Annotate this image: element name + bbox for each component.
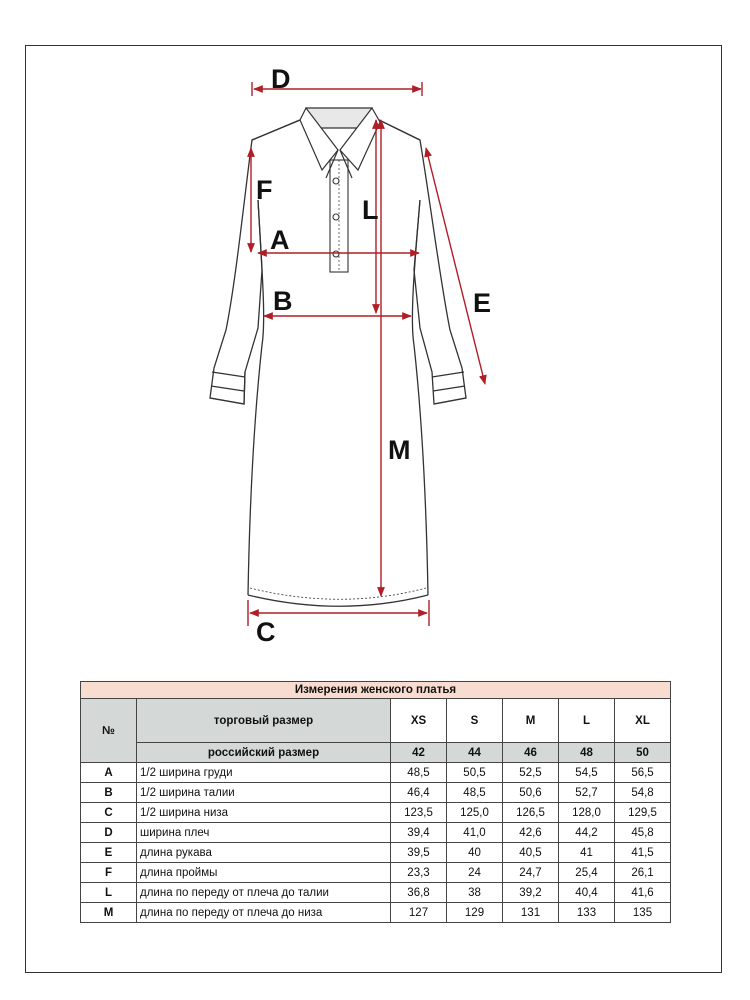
row-value: 39,2: [503, 883, 559, 903]
row-code: F: [81, 863, 137, 883]
trade-size: XL: [615, 699, 671, 743]
row-value: 38: [447, 883, 503, 903]
row-value: 125,0: [447, 803, 503, 823]
hem: [248, 595, 428, 606]
row-value: 45,8: [615, 823, 671, 843]
row-value: 36,8: [391, 883, 447, 903]
row-name: 1/2 ширина низа: [137, 803, 391, 823]
measurement-arrows: [248, 82, 485, 626]
row-value: 42,6: [503, 823, 559, 843]
row-value: 52,5: [503, 763, 559, 783]
dress-outline: [210, 118, 466, 606]
right-sleeve: [375, 118, 466, 404]
table-row: [81, 903, 671, 923]
right-cuff: [432, 372, 466, 404]
row-value: 41,5: [615, 843, 671, 863]
row-name: длина рукава: [137, 843, 391, 863]
label-D: D: [271, 64, 291, 94]
button-icon: [333, 178, 339, 184]
left-side: [248, 200, 264, 595]
row-value: 39,4: [391, 823, 447, 843]
row-code: L: [81, 883, 137, 903]
row-value: 48,5: [391, 763, 447, 783]
label-C: C: [256, 617, 276, 647]
num-header: №: [81, 699, 137, 763]
row-value: 24: [447, 863, 503, 883]
row-value: 50,5: [447, 763, 503, 783]
row-name: 1/2 ширина груди: [137, 763, 391, 783]
row-value: 46,4: [391, 783, 447, 803]
row-value: 48,5: [447, 783, 503, 803]
row-value: 54,8: [615, 783, 671, 803]
row-name: длина проймы: [137, 863, 391, 883]
hem-stitch: [250, 588, 426, 599]
trade-size: L: [559, 699, 615, 743]
row-name: длина по переду от плеча до талии: [137, 883, 391, 903]
row-value: 126,5: [503, 803, 559, 823]
row-value: 41: [559, 843, 615, 863]
russian-size: 50: [615, 743, 671, 763]
row-value: 135: [615, 903, 671, 923]
placket: [330, 160, 348, 272]
row-code: E: [81, 843, 137, 863]
size-table: [80, 681, 671, 923]
right-side: [412, 200, 428, 595]
row-value: 44,2: [559, 823, 615, 843]
trade-size-label: торговый размер: [137, 699, 391, 743]
row-code: M: [81, 903, 137, 923]
row-value: 127: [391, 903, 447, 923]
row-value: 133: [559, 903, 615, 923]
row-value: 56,5: [615, 763, 671, 783]
table-row: [81, 763, 671, 783]
row-value: 40: [447, 843, 503, 863]
left-cuff: [210, 372, 245, 404]
row-code: B: [81, 783, 137, 803]
row-value: 131: [503, 903, 559, 923]
label-E: E: [473, 288, 492, 318]
trade-size: XS: [391, 699, 447, 743]
row-code: D: [81, 823, 137, 843]
russian-size: 46: [503, 743, 559, 763]
label-A: A: [270, 225, 290, 255]
left-sleeve: [210, 120, 300, 404]
row-value: 128,0: [559, 803, 615, 823]
row-name: 1/2 ширина талии: [137, 783, 391, 803]
row-name: ширина плеч: [137, 823, 391, 843]
row-code: C: [81, 803, 137, 823]
row-value: 129,5: [615, 803, 671, 823]
table-row: [81, 783, 671, 803]
row-value: 26,1: [615, 863, 671, 883]
row-value: 52,7: [559, 783, 615, 803]
label-L: L: [362, 195, 379, 225]
label-B: B: [273, 286, 293, 316]
row-value: 129: [447, 903, 503, 923]
row-code: A: [81, 763, 137, 783]
row-value: 123,5: [391, 803, 447, 823]
row-value: 24,7: [503, 863, 559, 883]
row-value: 39,5: [391, 843, 447, 863]
row-value: 23,3: [391, 863, 447, 883]
table-row: [81, 803, 671, 823]
trade-size: M: [503, 699, 559, 743]
button-icon: [333, 251, 339, 257]
row-value: 25,4: [559, 863, 615, 883]
button-icon: [333, 214, 339, 220]
russian-size: 44: [447, 743, 503, 763]
table-row: [81, 843, 671, 863]
row-value: 54,5: [559, 763, 615, 783]
russian-size-label: российский размер: [137, 743, 391, 763]
label-M: M: [388, 435, 411, 465]
row-value: 40,4: [559, 883, 615, 903]
label-F: F: [256, 175, 273, 205]
table-row: [81, 823, 671, 843]
collar: [300, 108, 380, 178]
russian-size: 48: [559, 743, 615, 763]
trade-size: S: [447, 699, 503, 743]
row-value: 50,6: [503, 783, 559, 803]
row-value: 41,0: [447, 823, 503, 843]
russian-size: 42: [391, 743, 447, 763]
row-value: 40,5: [503, 843, 559, 863]
row-name: длина по переду от плеча до низа: [137, 903, 391, 923]
table-row: [81, 883, 671, 903]
row-value: 41,6: [615, 883, 671, 903]
table-row: [81, 863, 671, 883]
table-title: Измерения женского платья: [81, 682, 671, 699]
